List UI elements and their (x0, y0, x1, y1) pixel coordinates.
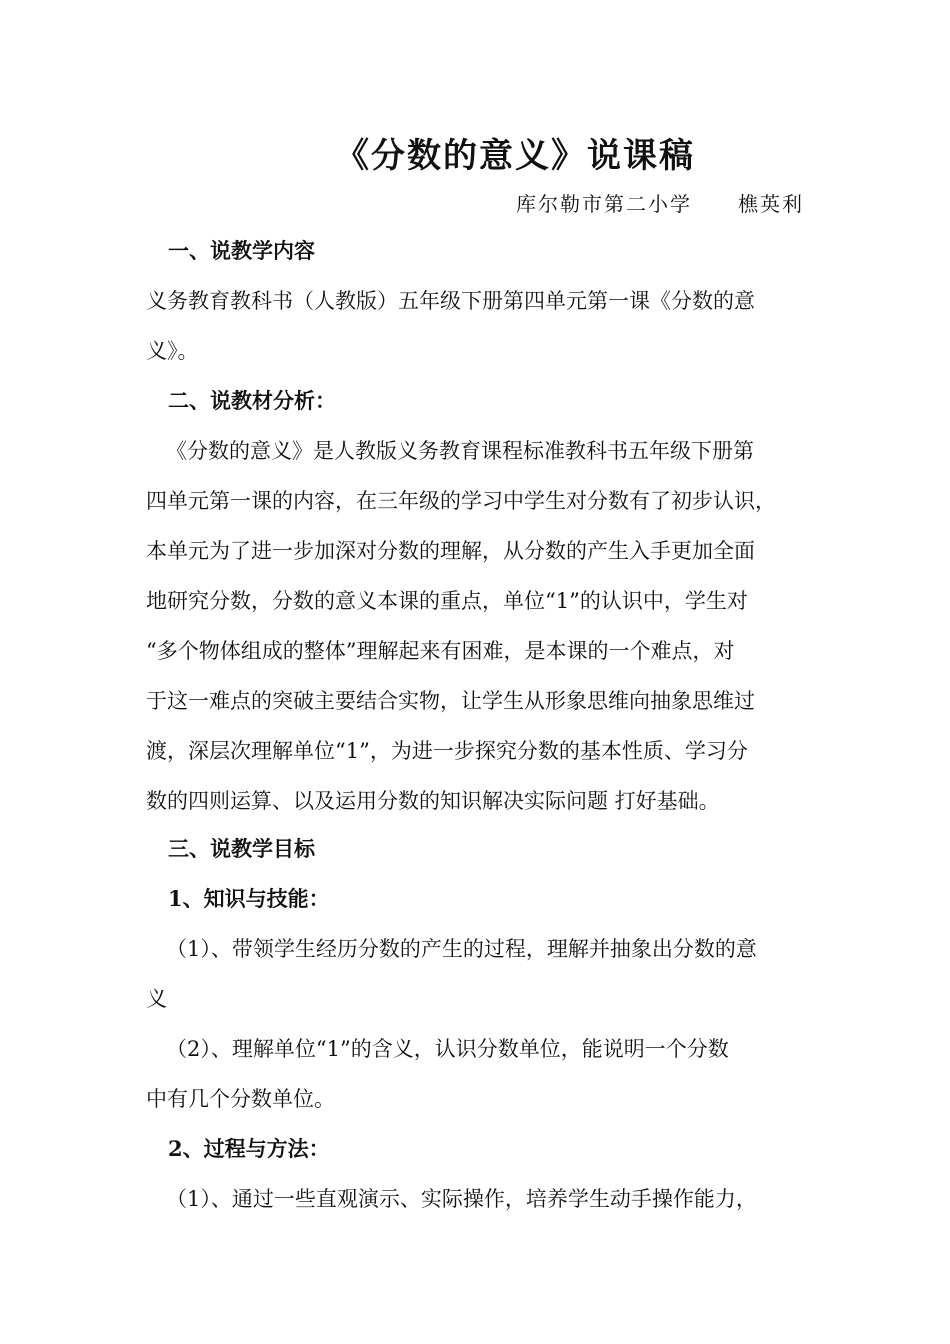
paragraph-line: 渡，深层次理解单位“1”，为进一步探究分数的基本性质、学习分 (146, 739, 748, 763)
author-line (516, 188, 804, 217)
section-heading-objectives: 三、说教学目标 (168, 836, 315, 861)
subheading-knowledge: 1、知识与技能： (168, 886, 330, 911)
paragraph-line: （1）、带领学生经历分数的产生的过程，理解并抽象出分数的意 (166, 937, 757, 961)
section-heading-content: 一、说教学内容 (168, 238, 315, 263)
paragraph-line: 数的四则运算、以及运用分数的知识解决实际问题 打好基础。 (146, 789, 720, 813)
author-name: 樵英利 (738, 192, 804, 216)
paragraph-line: “多个物体组成的整体”理解起来有困难，是本课的一个难点，对 (146, 639, 735, 663)
paragraph-line: （1）、通过一些直观演示、实际操作，培养学生动手操作能力， (166, 1187, 757, 1211)
subheading-process: 2、过程与方法： (168, 1136, 330, 1161)
paragraph-line: 义 (146, 987, 167, 1011)
paragraph-line: 本单元为了进一步加深对分数的理解，从分数的产生入手更加全面 (146, 539, 755, 563)
paragraph-line: 《分数的意义》是人教版义务教育课程标准教科书五年级下册第 (166, 439, 754, 463)
paragraph-line: 地研究分数，分数的意义本课的重点，单位“1”的认识中，学生对 (146, 589, 748, 613)
paragraph-line: 中有几个分数单位。 (146, 1087, 335, 1111)
paragraph-line: （2）、理解单位“1”的含义，认识分数单位，能说明一个分数 (166, 1037, 729, 1061)
paragraph-line: 于这一难点的突破主要结合实物，让学生从形象思维向抽象思维过 (146, 689, 755, 713)
section-heading-analysis: 二、说教材分析： (168, 388, 336, 413)
school-name: 库尔勒市第二小学 (516, 192, 692, 216)
page-title: 《分数的意义》说课稿 (335, 136, 695, 176)
paragraph-line: 义务教育教科书（人教版）五年级下册第四单元第一课《分数的意 (146, 289, 755, 313)
paragraph-line: 四单元第一课的内容，在三年级的学习中学生对分数有了初步认识， (146, 489, 776, 513)
paragraph-line: 义》。 (146, 339, 199, 363)
